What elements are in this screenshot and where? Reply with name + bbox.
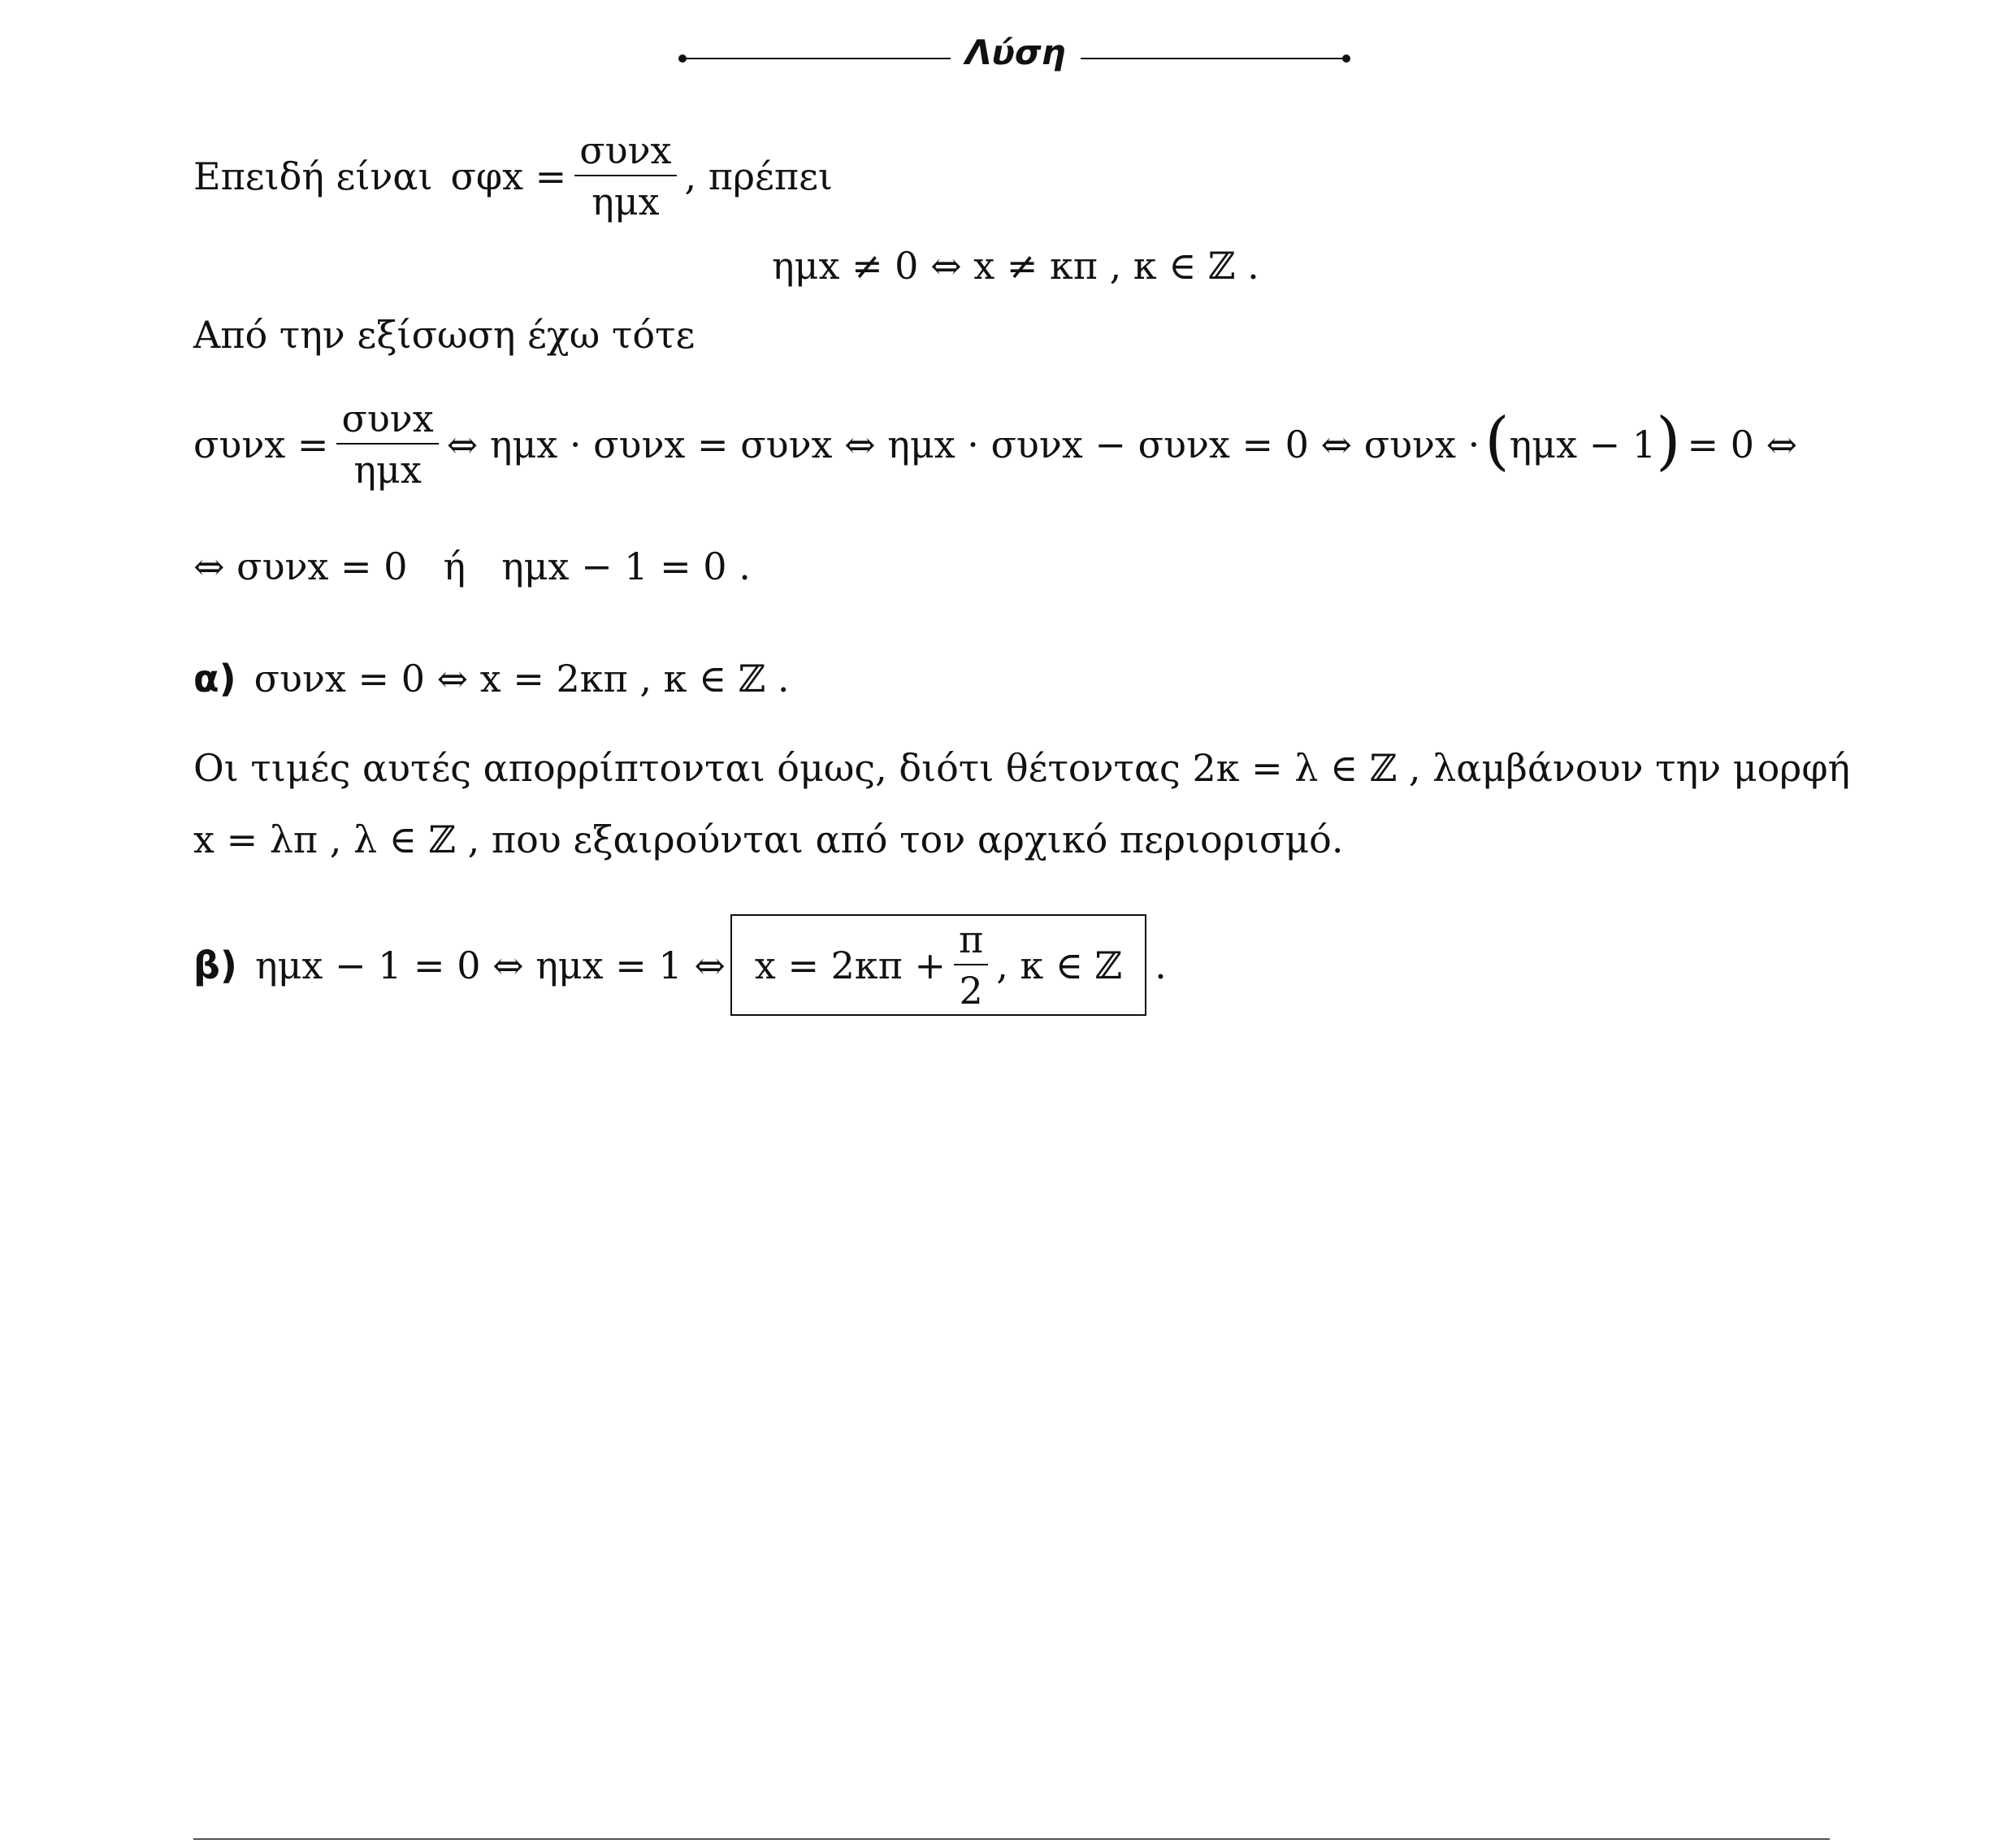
eq-lhs: συνx = bbox=[193, 422, 329, 466]
eq-tail: = 0 ⇔ bbox=[1687, 422, 1798, 466]
header-right-rule bbox=[1081, 58, 1347, 59]
header-left-rule bbox=[682, 58, 951, 59]
eq-inner: ημx − 1 bbox=[1509, 422, 1657, 466]
footer-rule bbox=[193, 1838, 1830, 1840]
answer-denominator: 2 bbox=[959, 968, 983, 1013]
constraint-equation: ημx ≠ 0 ⇔ x ≠ κπ , κ ∈ ℤ . bbox=[772, 244, 1259, 288]
part-b-equation: ημx − 1 = 0 ⇔ ημx = 1 ⇔ bbox=[254, 943, 726, 987]
part-a-label: α) bbox=[193, 657, 236, 701]
cot-denominator: ημx bbox=[592, 179, 660, 223]
answer-tail: , κ ∈ ℤ bbox=[996, 943, 1123, 987]
eq-numerator: συνx bbox=[336, 398, 438, 445]
header-right-dot bbox=[1342, 54, 1350, 63]
part-b bbox=[193, 914, 1167, 1016]
eq-middle: ⇔ ημx · συνx = συνx ⇔ ημx · συνx − συνx = 0 ⇔ συνx · bbox=[446, 422, 1480, 466]
rejection-line-1: Οι τιμές αυτές απορρίπτονται όμως, διότι θέτοντας 2κ = λ ∈ ℤ , λαμβάνουν την μορφή bbox=[193, 746, 1851, 790]
final-answer-box bbox=[730, 914, 1146, 1016]
split-or: ή bbox=[443, 544, 466, 588]
part-a bbox=[193, 657, 789, 701]
intro-text: Επειδή είναι bbox=[193, 154, 433, 198]
answer-numerator: π bbox=[954, 919, 988, 965]
paragraph-condition bbox=[193, 130, 833, 222]
rejection-line-2: x = λπ , λ ∈ ℤ , που εξαιρούνται από τον αρχικό περιορισμό. bbox=[193, 818, 1344, 861]
equation-chain bbox=[193, 398, 1797, 490]
part-b-end: . bbox=[1155, 943, 1167, 987]
part-a-equation: συνx = 0 ⇔ x = 2κπ , κ ∈ ℤ . bbox=[254, 657, 790, 701]
eq-fraction bbox=[336, 398, 438, 490]
intro-tail: , πρέπει bbox=[684, 154, 833, 198]
answer-lhs: x = 2κπ + bbox=[754, 943, 947, 987]
eq-right-paren: ) bbox=[1656, 404, 1681, 478]
cot-numerator: συνx bbox=[574, 130, 676, 176]
section-title: Λύση bbox=[965, 33, 1066, 72]
cot-fraction bbox=[574, 130, 676, 222]
cot-lhs: σφx = bbox=[450, 154, 567, 198]
eq-left-paren: ( bbox=[1484, 404, 1510, 478]
part-b-label: β) bbox=[193, 943, 237, 987]
answer-fraction bbox=[954, 919, 988, 1011]
split-b: ημx − 1 = 0 . bbox=[501, 544, 751, 588]
paragraph-from-equation: Από την εξίσωση έχω τότε bbox=[193, 313, 696, 357]
split-a: ⇔ συνx = 0 bbox=[193, 544, 408, 588]
eq-denominator: ημx bbox=[353, 447, 422, 492]
equation-split bbox=[193, 544, 751, 588]
